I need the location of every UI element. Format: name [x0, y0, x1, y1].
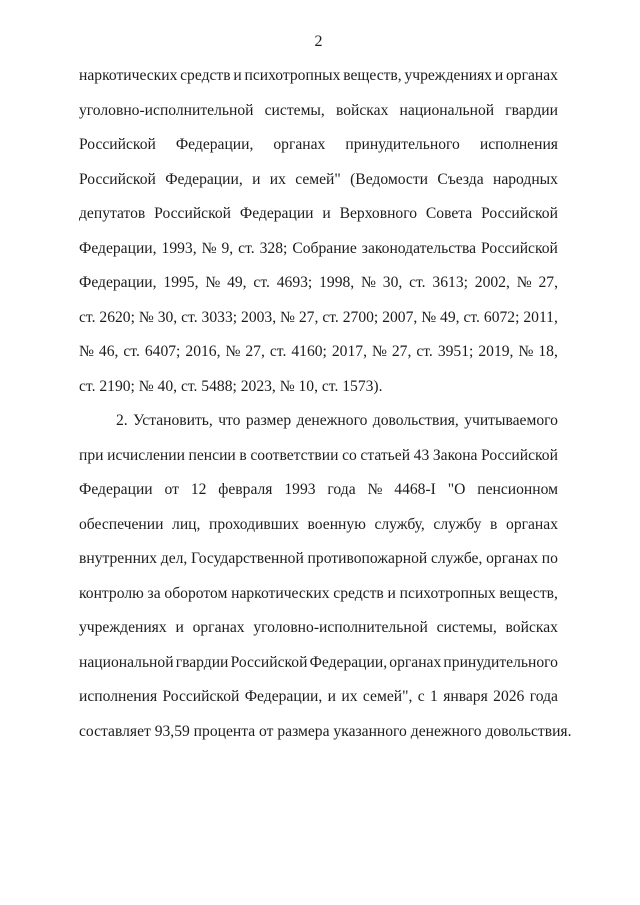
text-line: депутатов Российской Федерации и Верховного Совета Российской	[79, 205, 558, 222]
text-line: при исчислении пенсии в соответствии со статьей 43 Закона Российской	[79, 446, 558, 464]
text-line: Федерации от 12 февраля 1993 года № 4468-I "О пенсионном	[79, 481, 558, 498]
text-line: исполнения Российской Федерации, и их семей", с 1 января 2026 года	[79, 688, 558, 705]
text-line: национальной гвардии Российской Федерации, органах принудительного	[79, 653, 558, 671]
text-line: № 46, ст. 6407; 2016, № 27, ст. 4160; 2017, № 27, ст. 3951; 2019, № 18,	[79, 343, 558, 360]
text-line: Федерации, 1995, № 49, ст. 4693; 1998, № 30, ст. 3613; 2002, № 27,	[79, 274, 558, 291]
text-line: внутренних дел, Государственной противопожарной службе, органах по	[79, 550, 558, 567]
text-line: контролю за оборотом наркотических средств и психотропных веществ,	[79, 584, 558, 602]
text-line: ст. 2620; № 30, ст. 3033; 2003, № 27, ст. 2700; 2007, № 49, ст. 6072; 2011,	[79, 308, 558, 326]
text-line: уголовно-исполнительной системы, войсках национальной гвардии	[79, 101, 558, 119]
text-line: ст. 2190; № 40, ст. 5488; 2023, № 10, ст. 1573).	[79, 377, 383, 395]
text-line: обеспечении лиц, проходивших военную службу, службу в органах	[79, 515, 558, 533]
document-body	[79, 59, 572, 749]
text-line: 2. Установить, что размер денежного довольствия, учитываемого	[116, 412, 558, 429]
text-line: учреждениях и органах уголовно-исполнительной системы, войсках	[79, 619, 558, 636]
page-number: 2	[314, 33, 323, 50]
text-line: Российской Федерации, и их семей" (Ведомости Съезда народных	[79, 170, 558, 188]
text-line: Федерации, 1993, № 9, ст. 328; Собрание законодательства Российской	[79, 239, 558, 257]
text-line: Российской Федерации, органах принудительного исполнения	[79, 136, 558, 153]
text-line: составляет 93,59 процента от размера указанного денежного довольствия.	[79, 722, 572, 740]
text-line: наркотических средств и психотропных веществ, учреждениях и органах	[79, 67, 558, 84]
